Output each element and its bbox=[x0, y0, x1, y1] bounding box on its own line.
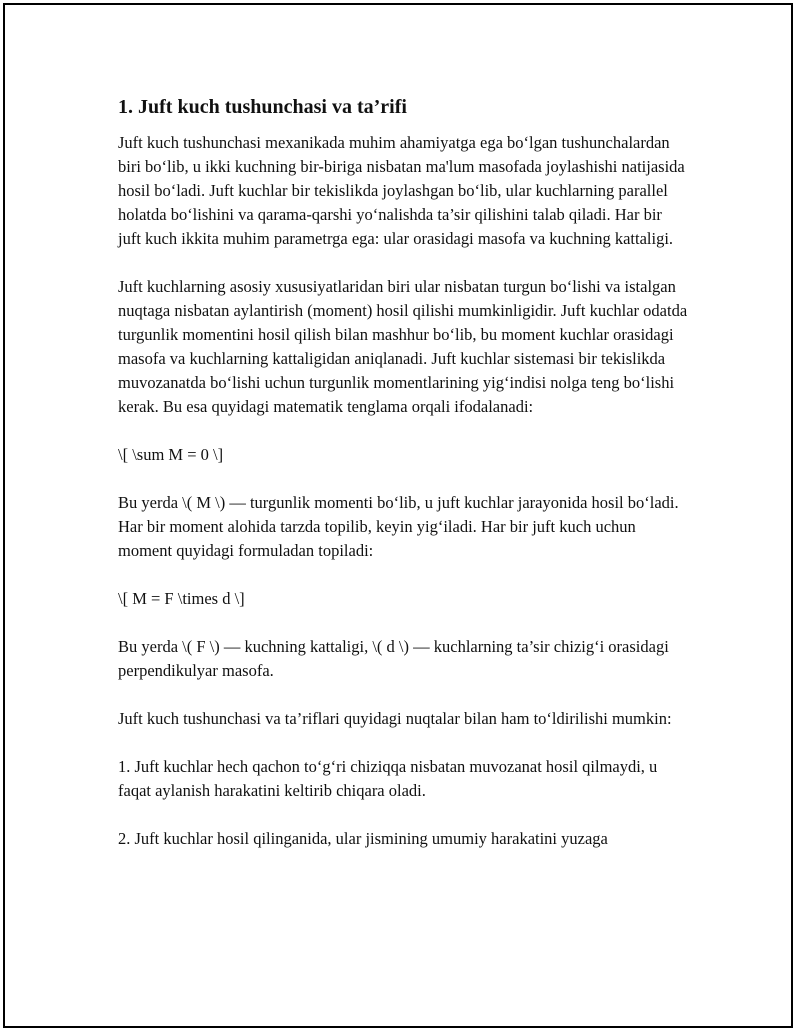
document-body bbox=[118, 94, 688, 875]
section-heading: 1. Juft kuch tushunchasi va ta’rifi bbox=[118, 96, 407, 118]
list-item-2: 2. Juft kuchlar hosil qilinganida, ular jismining umumiy harakatini yuzaga bbox=[118, 829, 608, 848]
list-item-1: 1. Juft kuchlar hech qachon to‘g‘ri chiziqqa nisbatan muvozanat hosil qilmaydi, u faqat aylanish harakatini keltirib chiqara oladi. bbox=[118, 757, 658, 800]
paragraph-moment-explanation: Bu yerda \( M \) — turgunlik momenti bo‘lib, u juft kuchlar jarayonida hosil bo‘ladi. Har bir moment alohida tarzda topilib, keyin yig‘iladi. Har bir juft kuch uchun moment quyidagi formuladan topiladi: bbox=[118, 493, 679, 560]
paragraph-variables: Bu yerda \( F \) — kuchning kattaligi, \( d \) — kuchlarning ta’sir chizig‘i orasidagi perpendikulyar masofa. bbox=[118, 637, 669, 680]
equation-sum-moments: \[ \sum M = 0 \] bbox=[118, 445, 224, 464]
paragraph-properties: Juft kuchlarning asosiy xususiyatlaridan biri ular nisbatan turgun bo‘lishi va istalgan nuqtaga nisbatan aylantirish (moment) hosil qilishi mumkinligidir. Juft kuchlar odatda turgunlik momentini hosil qilish bilan mashhur bo‘lib, bu moment kuchlar orasidagi masofa va kuchlarning kattaligidan aniqlanadi. Juft kuchlar sistemasi bir tekislikda muvozanatda bo‘lishi uchun turgunlik momentlarining yig‘indisi nolga teng bo‘lishi kerak. Bu esa quyidagi matematik tenglama orqali ifodalanadi: bbox=[118, 277, 688, 416]
equation-moment-formula: \[ M = F \times d \] bbox=[118, 589, 245, 608]
paragraph-supplement: Juft kuch tushunchasi va ta’riflari quyidagi nuqtalar bilan ham to‘ldirilishi mumkin: bbox=[118, 709, 672, 728]
paragraph-intro: Juft kuch tushunchasi mexanikada muhim ahamiyatga ega bo‘lgan tushunchalardan biri bo‘lib, u ikki kuchning bir-biriga nisbatan ma'lum masofada joylashishi natijasida hosil bo‘ladi. Juft kuchlar bir tekislikda joylashgan bo‘lib, ular kuchlarning parallel holatda bo‘lishini va qarama-qarshi yo‘nalishda ta’sir qilishini talab qiladi. Har bir juft kuch ikkita muhim parametrga ega: ular orasidagi masofa va kuchning kattaligi. bbox=[118, 133, 685, 248]
